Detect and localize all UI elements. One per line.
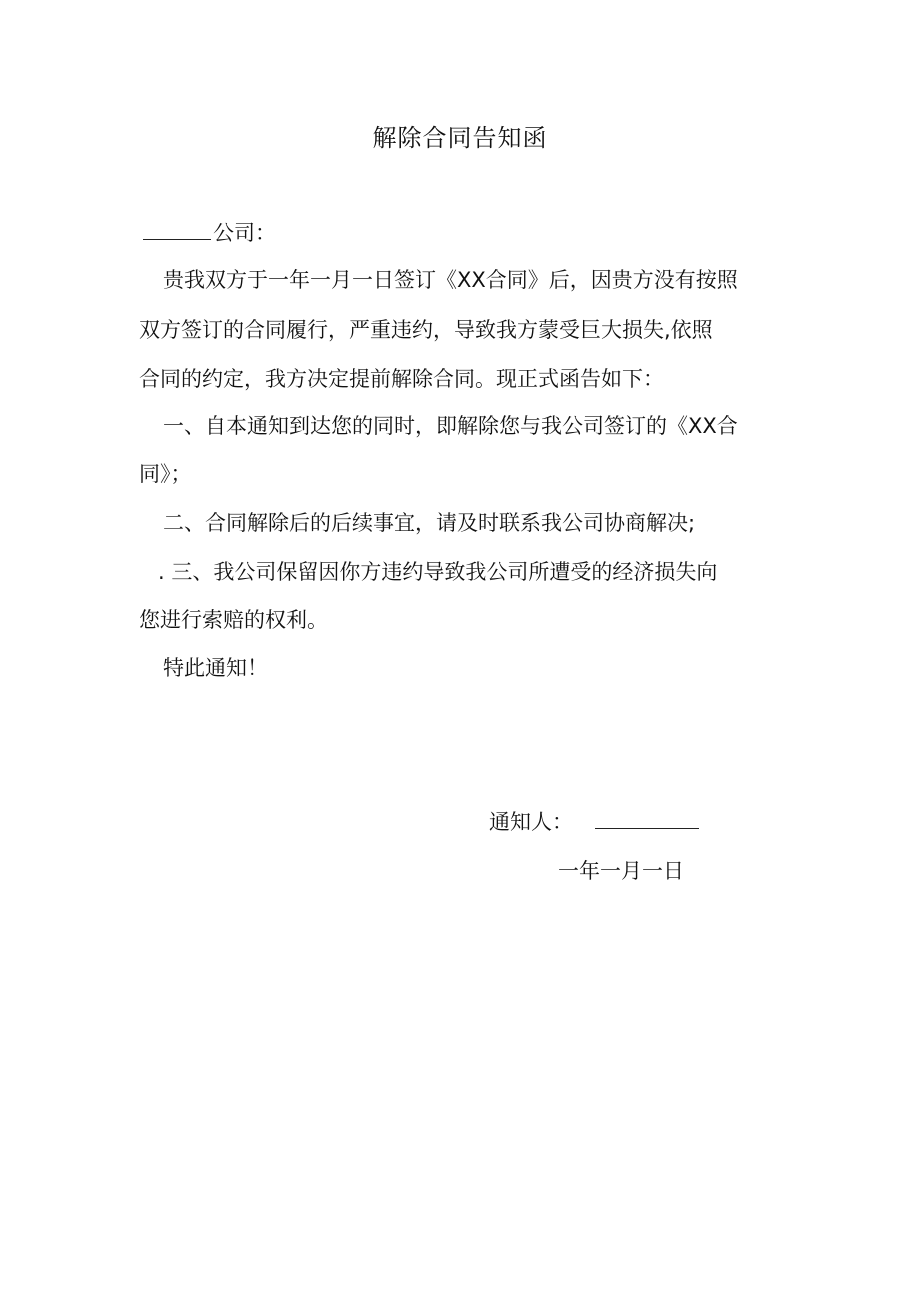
- paragraph1-line1: 贵我双方于一年一月一日签订《XX合同》后，因贵方没有按照: [163, 268, 738, 292]
- item1-line2: 同》；: [139, 462, 192, 486]
- signature-date: 一年一月一日: [558, 859, 684, 883]
- recipient-line: [143, 217, 793, 248]
- notifier-line: [489, 806, 699, 837]
- notifier-blank-field: [595, 806, 699, 829]
- item1-line1: 一、自本通知到达您的同时，即解除您与我公司签订的《XX合: [163, 414, 738, 438]
- item2-line1: 二、合同解除后的后续事宜，请及时联系我公司协商解决;: [163, 511, 696, 535]
- paragraph1-line2: 双方签订的合同履行，严重违约，导致我方蒙受巨大损失,依照: [139, 318, 713, 342]
- item3-line1: . 三、我公司保留因你方违约导致我公司所遭受的经济损失向: [158, 560, 718, 584]
- recipient-blank-field: [143, 217, 211, 240]
- notifier-label: 通知人：: [489, 810, 573, 834]
- closing-text: 特此通知！: [163, 656, 268, 680]
- recipient-suffix: 公司：: [213, 221, 276, 245]
- item3-line2: 您进行索赔的权利。: [139, 608, 328, 632]
- paragraph1-line3: 合同的约定，我方决定提前解除合同。现正式函告如下：: [139, 367, 664, 391]
- document-title: 解除合同告知函: [372, 124, 548, 152]
